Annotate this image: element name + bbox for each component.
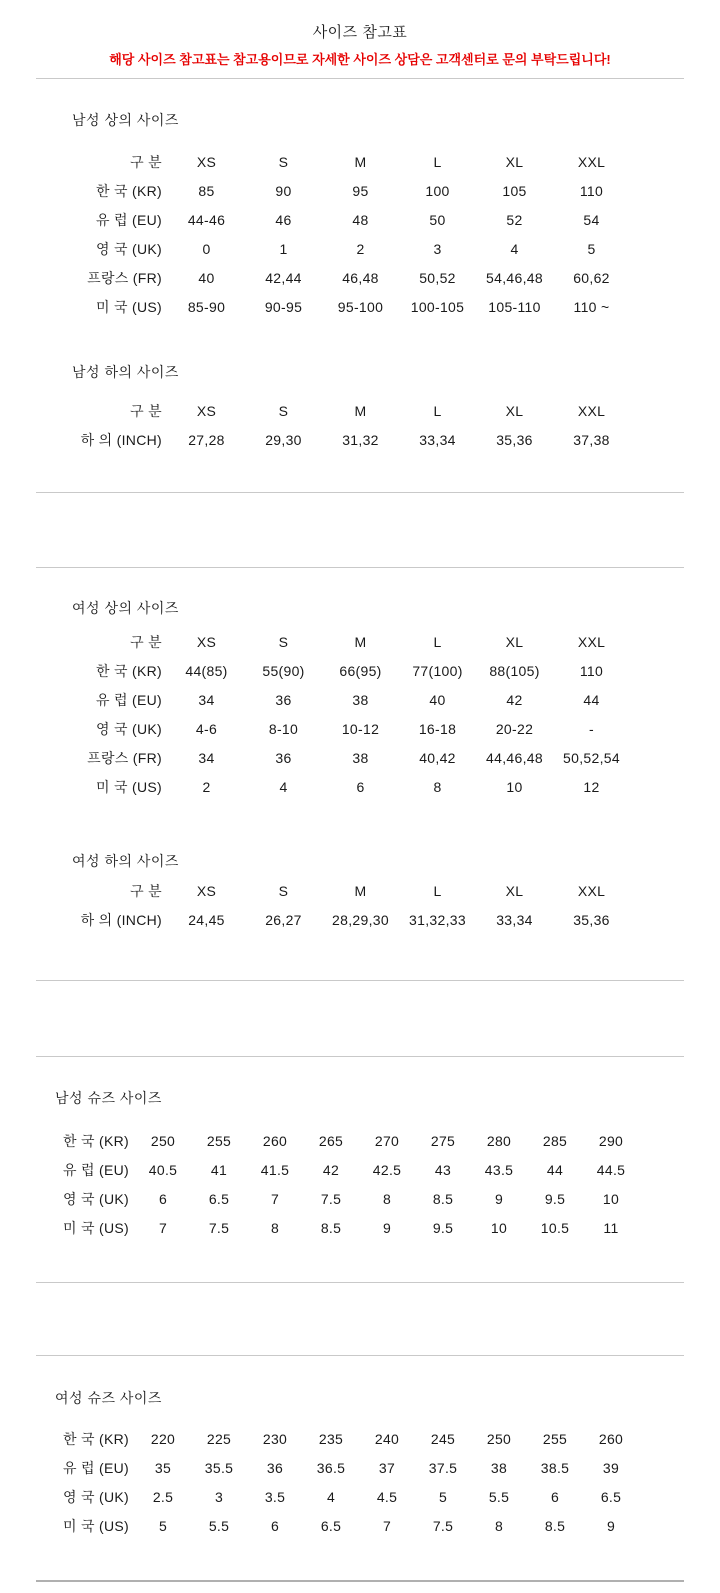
value-cell: 41: [210, 1161, 228, 1178]
value-cell: 60,62: [573, 269, 610, 286]
value-cell: 37: [378, 1459, 396, 1476]
row-label-cell: 유 럽 (EU): [63, 1459, 129, 1476]
table-row: [48, 1155, 639, 1184]
value-cell: 43.5: [484, 1161, 514, 1178]
value-cell: 90-95: [264, 298, 303, 315]
column-header-cell: XS: [196, 153, 217, 170]
value-cell: 36: [275, 749, 292, 766]
size-table: [48, 1126, 639, 1242]
value-cell: 28,29,30: [332, 911, 389, 928]
divider: [36, 1282, 684, 1283]
table-row: [48, 1184, 639, 1213]
row-label-cell: 하 의 (INCH): [80, 911, 162, 928]
row-label-cell: 한 국 (KR): [96, 662, 162, 679]
row-label-cell: 프랑스 (FR): [87, 269, 162, 286]
value-cell: 3.5: [264, 1488, 286, 1505]
table-row: [68, 425, 630, 454]
value-cell: 8-10: [268, 720, 299, 737]
value-cell: 42.5: [372, 1161, 402, 1178]
value-cell: 7.5: [432, 1517, 454, 1534]
column-header-cell: L: [433, 882, 442, 899]
table-row: [68, 176, 630, 205]
value-cell: 240: [374, 1430, 400, 1447]
value-cell: 77(100): [412, 662, 463, 679]
men-top-size-table: [68, 147, 630, 321]
value-cell: 250: [486, 1430, 512, 1447]
value-cell: 44(85): [185, 662, 228, 679]
table-header-row: [68, 396, 630, 425]
value-cell: 40.5: [148, 1161, 178, 1178]
value-cell: 43: [434, 1161, 452, 1178]
value-cell: 85-90: [187, 298, 226, 315]
men-bottom-size-table: [68, 396, 630, 454]
size-table: [68, 876, 630, 934]
notice-text: 해당 사이즈 참고표는 참고용이므로 자세한 사이즈 상담은 고객센터로 문의 부탁드립니다!: [109, 52, 611, 67]
corner-header-cell: 구 분: [130, 633, 162, 650]
column-header-cell: S: [278, 402, 289, 419]
value-cell: 6: [158, 1190, 168, 1207]
value-cell: 4-6: [195, 720, 218, 737]
value-cell: 9.5: [432, 1219, 454, 1236]
row-label-cell: 미 국 (US): [96, 778, 162, 795]
column-header-cell: XL: [505, 633, 524, 650]
row-label-cell: 한 국 (KR): [63, 1430, 129, 1447]
women-top-size-table: [68, 627, 630, 801]
row-label-cell: 프랑스 (FR): [87, 749, 162, 766]
value-cell: 10: [490, 1219, 508, 1236]
column-header-cell: XS: [196, 402, 217, 419]
value-cell: 48: [352, 211, 369, 228]
value-cell: 110 ~: [573, 298, 610, 315]
corner-header-cell: 구 분: [130, 402, 162, 419]
table-row: [68, 656, 630, 685]
value-cell: 275: [430, 1132, 456, 1149]
value-cell: 0: [202, 240, 211, 257]
value-cell: 8.5: [544, 1517, 566, 1534]
row-label-cell: 미 국 (US): [96, 298, 162, 315]
value-cell: 9: [494, 1190, 504, 1207]
value-cell: 255: [542, 1430, 568, 1447]
value-cell: 35: [154, 1459, 172, 1476]
table-row: [68, 714, 630, 743]
value-cell: 7: [158, 1219, 168, 1236]
value-cell: 54: [583, 211, 600, 228]
value-cell: 8: [382, 1190, 392, 1207]
value-cell: 38: [352, 691, 369, 708]
row-label-cell: 영 국 (UK): [63, 1190, 129, 1207]
size-table: [48, 1424, 639, 1540]
value-cell: 31,32: [342, 431, 379, 448]
value-cell: 105: [502, 182, 527, 199]
page-title: 사이즈 참고표: [312, 24, 408, 41]
value-cell: 8: [494, 1517, 504, 1534]
value-cell: 265: [318, 1132, 344, 1149]
column-header-cell: XXL: [577, 402, 606, 419]
value-cell: 110: [579, 182, 604, 199]
column-header-cell: S: [278, 153, 289, 170]
value-cell: 250: [150, 1132, 176, 1149]
value-cell: 110: [579, 662, 604, 679]
row-label-cell: 유 럽 (EU): [63, 1161, 129, 1178]
table-row: [68, 772, 630, 801]
value-cell: 6: [270, 1517, 280, 1534]
value-cell: 36.5: [316, 1459, 346, 1476]
value-cell: 33,34: [496, 911, 533, 928]
value-cell: 95-100: [337, 298, 384, 315]
column-header-cell: XL: [505, 153, 524, 170]
value-cell: 6.5: [208, 1190, 230, 1207]
corner-header-cell: 구 분: [130, 153, 162, 170]
value-cell: 42: [322, 1161, 340, 1178]
column-header-cell: XL: [505, 402, 524, 419]
column-header-cell: XL: [505, 882, 524, 899]
divider: [36, 1580, 684, 1582]
value-cell: 4: [510, 240, 519, 257]
value-cell: 270: [374, 1132, 400, 1149]
value-cell: 4: [326, 1488, 336, 1505]
value-cell: 38.5: [540, 1459, 570, 1476]
women-shoes-size-table: [48, 1424, 639, 1540]
value-cell: 10: [506, 778, 523, 795]
row-label-cell: 미 국 (US): [63, 1219, 129, 1236]
value-cell: 55(90): [262, 662, 305, 679]
column-header-cell: XXL: [577, 153, 606, 170]
divider: [36, 1355, 684, 1356]
men-shoes-size-table: [48, 1126, 639, 1242]
value-cell: 85: [198, 182, 215, 199]
value-cell: 1: [279, 240, 288, 257]
row-label-cell: 영 국 (UK): [96, 720, 162, 737]
value-cell: 38: [352, 749, 369, 766]
value-cell: 34: [198, 749, 215, 766]
value-cell: 37,38: [573, 431, 610, 448]
value-cell: 290: [598, 1132, 624, 1149]
value-cell: 50: [429, 211, 446, 228]
value-cell: 4.5: [376, 1488, 398, 1505]
value-cell: 35,36: [496, 431, 533, 448]
women-bottom-size-table: [68, 876, 630, 934]
value-cell: 4: [279, 778, 288, 795]
value-cell: 260: [262, 1132, 288, 1149]
value-cell: 50,52: [419, 269, 456, 286]
column-header-cell: XS: [196, 882, 217, 899]
value-cell: 280: [486, 1132, 512, 1149]
value-cell: 5.5: [488, 1488, 510, 1505]
column-header-cell: L: [433, 153, 442, 170]
column-header-cell: XXL: [577, 633, 606, 650]
section-heading-women-shoes: 여성 슈즈 사이즈: [55, 1390, 162, 1406]
value-cell: 26,27: [265, 911, 302, 928]
section-heading-men-top: 남성 상의 사이즈: [72, 112, 179, 128]
value-cell: 9.5: [544, 1190, 566, 1207]
table-row: [68, 905, 630, 934]
table-row: [68, 743, 630, 772]
row-label-cell: 한 국 (KR): [96, 182, 162, 199]
value-cell: 5.5: [208, 1517, 230, 1534]
column-header-cell: M: [354, 402, 367, 419]
value-cell: 3: [214, 1488, 224, 1505]
table-header-row: [68, 627, 630, 656]
divider: [36, 567, 684, 568]
table-row: [48, 1126, 639, 1155]
value-cell: 90: [275, 182, 292, 199]
value-cell: 40,42: [419, 749, 456, 766]
value-cell: 24,45: [188, 911, 225, 928]
column-header-cell: M: [354, 153, 367, 170]
value-cell: 6.5: [320, 1517, 342, 1534]
table-header-row: [68, 147, 630, 176]
value-cell: 8: [270, 1219, 280, 1236]
row-label-cell: 미 국 (US): [63, 1517, 129, 1534]
value-cell: 42,44: [265, 269, 302, 286]
value-cell: 8.5: [320, 1219, 342, 1236]
column-header-cell: L: [433, 402, 442, 419]
column-header-cell: XS: [196, 633, 217, 650]
value-cell: 7: [382, 1517, 392, 1534]
value-cell: 35.5: [204, 1459, 234, 1476]
row-label-cell: 한 국 (KR): [63, 1132, 129, 1149]
value-cell: 44.5: [596, 1161, 626, 1178]
section-heading-men-bottom: 남성 하의 사이즈: [72, 364, 179, 380]
table-row: [48, 1482, 639, 1511]
value-cell: 230: [262, 1430, 288, 1447]
value-cell: 54,46,48: [486, 269, 543, 286]
value-cell: 8: [433, 778, 442, 795]
table-row: [68, 292, 630, 321]
table-row: [68, 234, 630, 263]
value-cell: 225: [206, 1430, 232, 1447]
value-cell: 52: [506, 211, 523, 228]
table-row: [68, 263, 630, 292]
value-cell: 8.5: [432, 1190, 454, 1207]
value-cell: 100: [425, 182, 450, 199]
value-cell: 42: [506, 691, 523, 708]
value-cell: 44: [583, 691, 600, 708]
divider: [36, 492, 684, 493]
value-cell: 29,30: [265, 431, 302, 448]
value-cell: 2: [356, 240, 365, 257]
value-cell: 39: [602, 1459, 620, 1476]
value-cell: 37.5: [428, 1459, 458, 1476]
value-cell: 16-18: [418, 720, 457, 737]
divider: [36, 78, 684, 79]
value-cell: 5: [438, 1488, 448, 1505]
column-header-cell: S: [278, 882, 289, 899]
table-row: [68, 205, 630, 234]
value-cell: 10.5: [540, 1219, 570, 1236]
divider: [36, 980, 684, 981]
value-cell: 66(95): [339, 662, 382, 679]
value-cell: 10: [602, 1190, 620, 1207]
value-cell: 5: [158, 1517, 168, 1534]
value-cell: 7.5: [208, 1219, 230, 1236]
value-cell: 235: [318, 1430, 344, 1447]
column-header-cell: L: [433, 633, 442, 650]
corner-header-cell: 구 분: [130, 882, 162, 899]
value-cell: 50,52,54: [563, 749, 620, 766]
value-cell: 7: [270, 1190, 280, 1207]
column-header-cell: S: [278, 633, 289, 650]
value-cell: 7.5: [320, 1190, 342, 1207]
value-cell: 27,28: [188, 431, 225, 448]
value-cell: 41.5: [260, 1161, 290, 1178]
value-cell: 88(105): [489, 662, 540, 679]
value-cell: 40: [429, 691, 446, 708]
value-cell: 2: [202, 778, 211, 795]
value-cell: -: [589, 720, 594, 737]
column-header-cell: XXL: [577, 882, 606, 899]
row-label-cell: 하 의 (INCH): [80, 431, 162, 448]
value-cell: 35,36: [573, 911, 610, 928]
row-label-cell: 영 국 (UK): [63, 1488, 129, 1505]
value-cell: 285: [542, 1132, 568, 1149]
value-cell: 2.5: [152, 1488, 174, 1505]
value-cell: 6: [550, 1488, 560, 1505]
section-heading-men-shoes: 남성 슈즈 사이즈: [55, 1090, 162, 1106]
divider: [36, 1056, 684, 1057]
value-cell: 260: [598, 1430, 624, 1447]
value-cell: 6: [356, 778, 365, 795]
value-cell: 9: [606, 1517, 616, 1534]
section-heading-women-bottom: 여성 하의 사이즈: [72, 853, 179, 869]
value-cell: 6.5: [600, 1488, 622, 1505]
column-header-cell: M: [354, 633, 367, 650]
table-row: [68, 685, 630, 714]
value-cell: 220: [150, 1430, 176, 1447]
row-label-cell: 영 국 (UK): [96, 240, 162, 257]
value-cell: 100-105: [410, 298, 465, 315]
section-heading-women-top: 여성 상의 사이즈: [72, 600, 179, 616]
value-cell: 46: [275, 211, 292, 228]
value-cell: 40: [198, 269, 215, 286]
value-cell: 10-12: [341, 720, 380, 737]
table-row: [48, 1453, 639, 1482]
value-cell: 245: [430, 1430, 456, 1447]
table-row: [48, 1213, 639, 1242]
column-header-cell: M: [354, 882, 367, 899]
value-cell: 34: [198, 691, 215, 708]
value-cell: 36: [275, 691, 292, 708]
size-table: [68, 627, 630, 801]
value-cell: 38: [490, 1459, 508, 1476]
table-header-row: [68, 876, 630, 905]
value-cell: 105-110: [488, 298, 541, 315]
value-cell: 46,48: [342, 269, 379, 286]
row-label-cell: 유 럽 (EU): [96, 211, 162, 228]
value-cell: 36: [266, 1459, 284, 1476]
value-cell: 44: [546, 1161, 564, 1178]
value-cell: 11: [603, 1219, 619, 1236]
size-table: [68, 147, 630, 321]
value-cell: 3: [433, 240, 442, 257]
value-cell: 9: [382, 1219, 392, 1236]
value-cell: 12: [583, 778, 600, 795]
size-table: [68, 396, 630, 454]
value-cell: 20-22: [495, 720, 534, 737]
value-cell: 5: [587, 240, 596, 257]
value-cell: 95: [352, 182, 369, 199]
value-cell: 44-46: [187, 211, 226, 228]
value-cell: 31,32,33: [409, 911, 466, 928]
value-cell: 33,34: [419, 431, 456, 448]
row-label-cell: 유 럽 (EU): [96, 691, 162, 708]
value-cell: 255: [206, 1132, 232, 1149]
table-row: [48, 1424, 639, 1453]
table-row: [48, 1511, 639, 1540]
value-cell: 44,46,48: [486, 749, 543, 766]
